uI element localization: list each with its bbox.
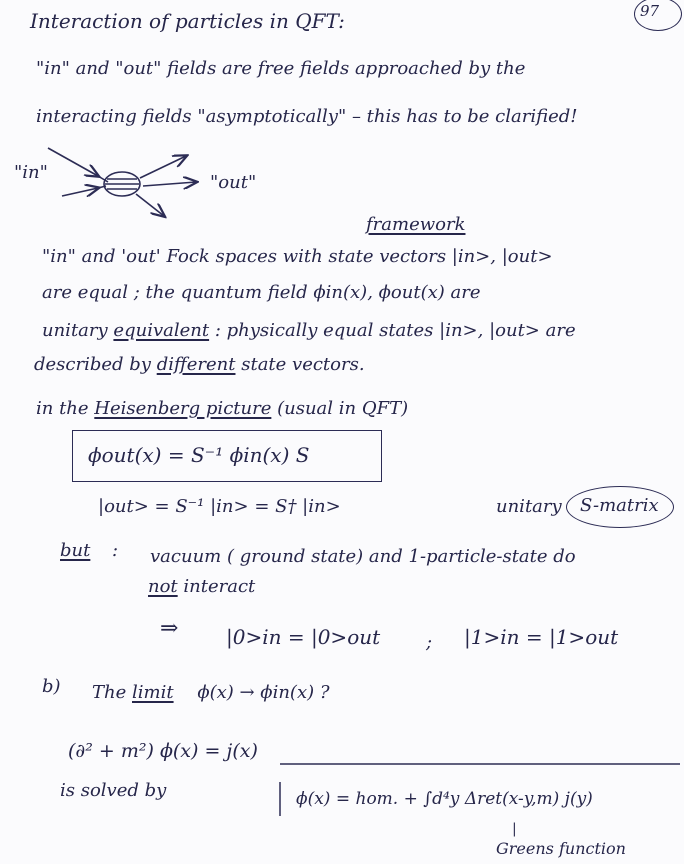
fock-line-4-c: state vectors.	[241, 354, 365, 375]
intro-line-1: "in" and "out" fields are free fields approached by the	[36, 58, 526, 79]
fock-line-3-a: unitary	[42, 320, 108, 341]
intro-line-2: interacting fields "asymptotically" – this has to be clarified!	[36, 106, 578, 127]
one-particle-equality: |1>in = |1>out	[464, 625, 619, 649]
page-number: 97	[640, 2, 660, 20]
implies-arrow: ⇒	[160, 616, 179, 641]
fock-line-3-b: equivalent	[113, 320, 210, 341]
out-relation: |out> = S⁻¹ |in> = S† |in>	[98, 496, 341, 517]
page-title: Interaction of particles in QFT:	[30, 9, 345, 33]
but-label: but	[60, 540, 91, 561]
unitary-label: unitary	[496, 496, 562, 517]
fock-line-2: are equal ; the quantum field ϕin(x), ϕout(x) are	[42, 282, 481, 303]
diagram-out-label: "out"	[210, 172, 257, 193]
part-b-label: b)	[42, 676, 61, 697]
greens-pointer: |	[512, 821, 517, 837]
fock-line-3-c: : physically equal states |in>, |out> are	[214, 320, 576, 341]
vacuum-not: not	[148, 576, 178, 597]
vacuum-line-2-rest: interact	[183, 576, 256, 597]
limit-c: ϕ(x) → ϕin(x) ?	[197, 682, 330, 703]
heisenberg-b: Heisenberg picture	[94, 398, 272, 419]
diagram-in-label: "in"	[14, 162, 48, 183]
solved-by-label: is solved by	[60, 780, 167, 801]
but-colon: :	[112, 540, 119, 561]
limit-b: limit	[132, 682, 174, 703]
heisenberg-a: in the	[36, 398, 89, 419]
fock-line-4-a: described by	[34, 354, 151, 375]
smatrix-label: S-matrix	[580, 495, 659, 516]
limit-a: The	[92, 682, 127, 703]
boxed-equation: ϕout(x) = S⁻¹ ϕin(x) S	[88, 443, 310, 467]
vacuum-separator: ;	[426, 632, 433, 653]
heisenberg-c: (usual in QFT)	[277, 398, 409, 419]
fock-line-4-b: different	[156, 354, 236, 375]
klein-gordon-equation: (∂² + m²) ϕ(x) = j(x)	[68, 740, 258, 762]
vacuum-line-1: vacuum ( ground state) and 1-particle-state do	[150, 546, 576, 567]
framework-heading: framework	[366, 214, 466, 235]
vacuum-equality: |0>in = |0>out	[226, 625, 381, 649]
fock-line-1: "in" and 'out' Fock spaces with state vectors |in>, |out>	[42, 246, 553, 267]
solution-equation: ϕ(x) = hom. + ∫d⁴y Δret(x-y,m) j(y)	[296, 789, 593, 809]
greens-function-label: Greens function	[496, 839, 626, 858]
